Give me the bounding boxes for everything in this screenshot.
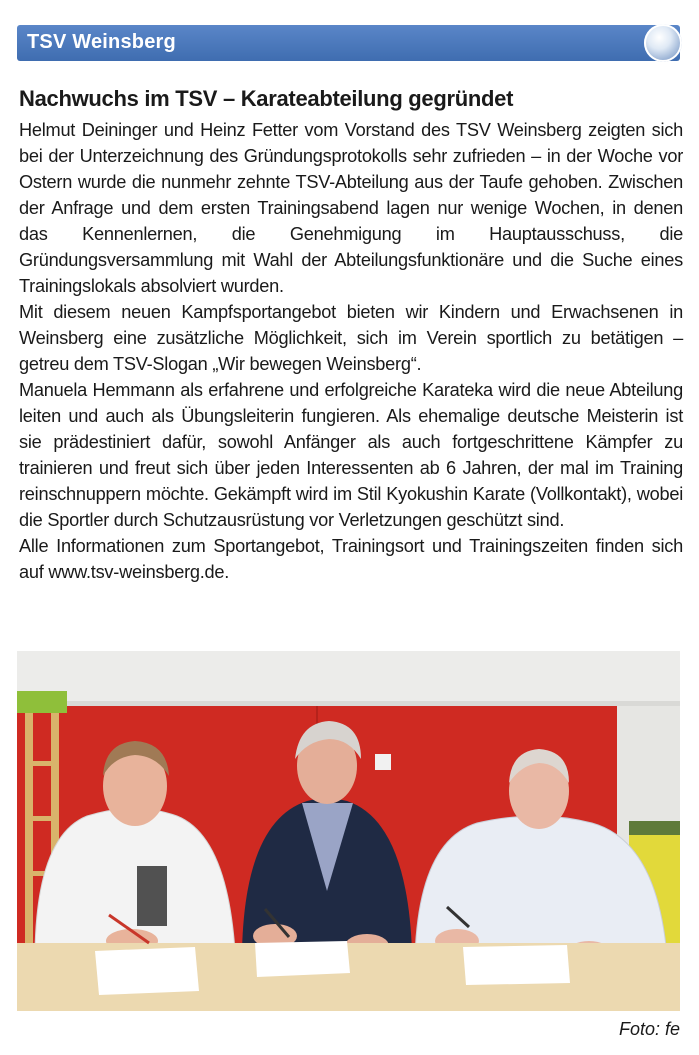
photo-illustration	[17, 651, 680, 1011]
article-photo	[17, 651, 680, 1011]
photo-credit: Foto: fe	[618, 1019, 680, 1039]
section-header-bar	[17, 25, 680, 61]
article-paragraph-1: Helmut Deininger und Heinz Fetter vom Vorstand des TSV Weinsberg zeigten sich bei der Unterzeichnung des Gründungsprotokolls sehr zufrieden – in der Woche vor Ostern wurde die nunmehr zehnte TSV-Abteilung aus der Taufe gehoben. Zwischen der Anfrage und dem ersten Trainingsabend lagen nur wenige Wochen, in denen das Kennenlernen, die Genehmigung im Hauptausschuss, die Gründungsversammlung mit Wahl der Abteilungsfunktionäre und die Suche eines Trainingslokals absolviert wurden.	[19, 120, 683, 296]
orb-icon	[644, 24, 682, 62]
article-body	[19, 117, 683, 585]
article-paragraph-4: Alle Informationen zum Sportangebot, Trainingsort und Trainingszeiten finden sich auf www.tsv-weinsberg.de.	[19, 536, 683, 582]
article-paragraph-2: Mit diesem neuen Kampfsportangebot bieten wir Kindern und Erwachsenen in Weinsberg eine zusätzliche Möglichkeit, sich im Verein sportlich zu betätigen – getreu dem TSV-Slogan „Wir bewegen Weinsberg“.	[19, 302, 683, 374]
section-title: TSV Weinsberg	[27, 31, 176, 53]
article-headline: Nachwuchs im TSV – Karateabteilung gegründet	[19, 86, 514, 111]
article-paragraph-3: Manuela Hemmann als erfahrene und erfolgreiche Karateka wird die neue Abteilung leiten und auch als Übungsleiterin fungieren. Als ehemalige deutsche Meisterin ist sie prädestiniert dafür, sowohl Anfänger als auch fortgeschrittene Kämpfer zu trainieren und freut sich über jeden Interessenten ab 6 Jahren, der mal im Training reinschnuppern möchte. Gekämpft wird im Stil Kyokushin Karate (Vollkontakt), wobei die Sportler durch Schutzausrüstung vor Verletzungen geschützt sind.	[19, 380, 683, 530]
